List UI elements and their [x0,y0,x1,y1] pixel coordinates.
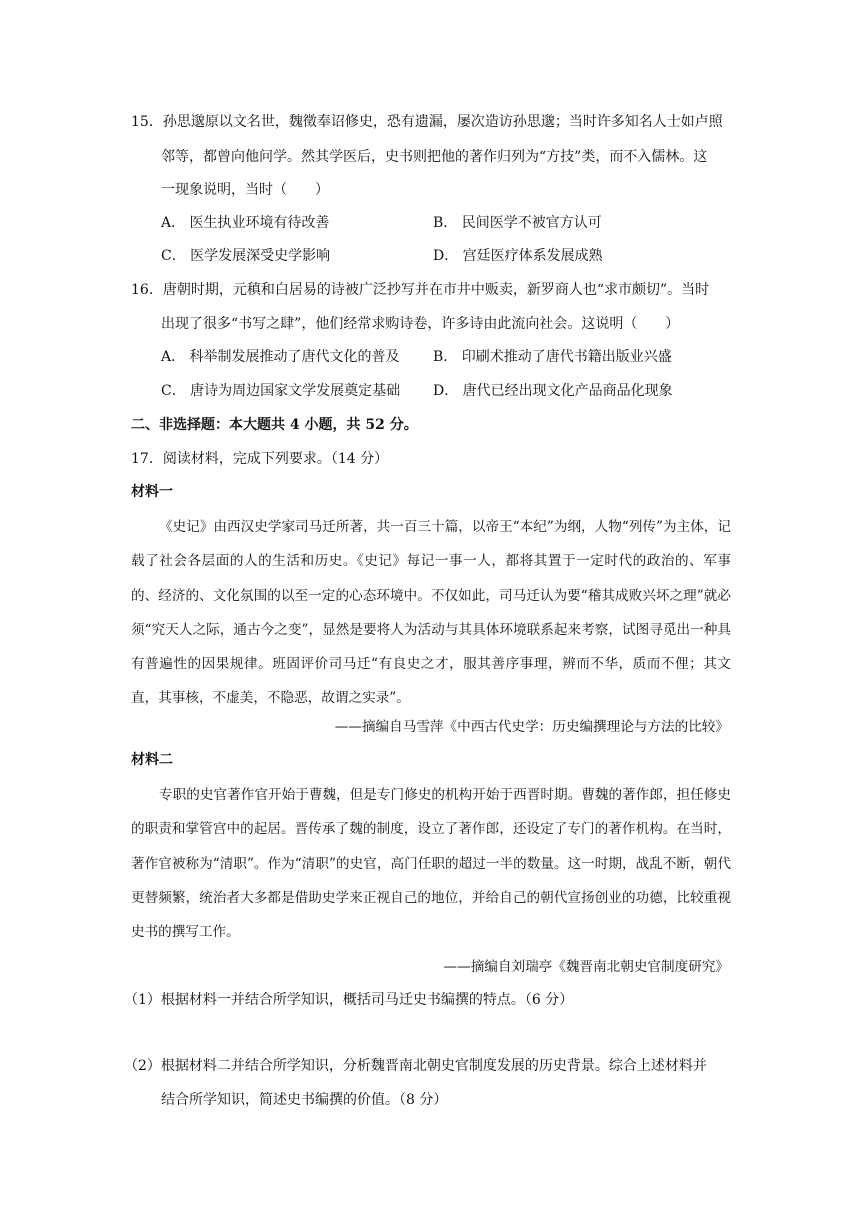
q16-option-a: A． 科举制发展推动了唐代文化的普及 [161,349,400,365]
q15-option-d: D． 宫廷医疗体系发展成熟 [433,248,603,264]
material2-source: ——摘编自刘瑞亭《魏晋南北朝史官制度研究》 [443,959,729,975]
material2-label: 材料二 [131,752,173,768]
q16-line2: 出现了很多“书写之肆”，他们经常求购诗卷，许多诗由此流向社会。这说明（ ） [161,316,680,332]
q15-line2: 邻等，都曾向他问学。然其学医后，史书则把他的著作归列为“方技”类，而不入儒林。这 [161,149,708,165]
q17-subquestion-1: （1）根据材料一并结合所学知识，概括司马迁史书编撰的特点。（6 分） [124,992,574,1008]
q15-line3: 一现象说明，当时（ ） [161,182,329,198]
q15-option-a: A． 医生执业环境有待改善 [161,215,330,231]
material1-source: ——摘编自马雪萍《中西古代史学：历史编撰理论与方法的比较》 [334,719,729,735]
material2-text: 专职的史官著作官开始于曹魏，但是专门修史的机构开始于西晋时期。曹魏的著作郎，担任修史的职责和掌管宫中的起居。晋传承了魏的制度，设立了著作郎，还设定了专门的著作机构。在当时，著作官被称为“清职”。作为“清职”的史官，高门任职的超过一半的数量。这一时期，战乱不断，朝代更替频繁，统治者大多都是借助史学来正视自己的地位，并给自己的朝代宣扬创业的功德，比较重视史书的撰写工作。 [131,787,731,941]
q15-option-c: C． 医学发展深受史学影响 [161,248,331,264]
q16-option-d: D． 唐代已经出现文化产品商品化现象 [433,383,673,399]
q16-option-c: C． 唐诗为周边国家文学发展奠定基础 [161,383,401,399]
material1-text: 《史记》由西汉史学家司马迁所著，共一百三十篇，以帝王“本纪”为纲，人物“列传”为主体，记载了社会各层面的人的生活和历史。《史记》每记一事一人，都将其置于一定时代的政治的、军事的、经济的、文化氛围的以至一定的心态环境中。不仅如此，司马迁认为要“稽其成败兴坏之理”就必须“究天人之际，通古今之变”，显然是要将人为活动与其具体环境联系起来考察，试图寻觅出一种具有普遍性的因果规律。班固评价司马迁“有良史之才，服其善序事理，辨而不华，质而不俚；其文直，其事核，不虚美，不隐恶，故谓之实录”。 [131,519,731,707]
q15-option-b: B． 民间医学不被官方认可 [433,215,602,231]
material1-label: 材料一 [131,484,173,500]
q17-subquestion-2-line2: 结合所学知识，简述史书编撰的价值。（8 分） [161,1092,448,1108]
q16-option-b: B． 印刷术推动了唐代书籍出版业兴盛 [433,349,672,365]
q17-subquestion-2-line1: （2）根据材料二并结合所学知识，分析魏晋南北朝史官制度发展的历史背景。综合上述材料并 [124,1058,707,1074]
q16-line1: 16．唐朝时期，元稹和白居易的诗被广泛抄写并在市井中贩卖，新罗商人也“求市颇切”。当时 [131,282,710,298]
section2-title: 二、非选择题：本大题共 4 小题，共 52 分。 [131,417,418,433]
q17-stem: 17．阅读材料，完成下列要求。（14 分） [131,451,389,467]
q15-line1: 15．孙思邈原以文名世，魏徵奉诏修史，恐有遗漏，屡次造访孙思邈；当时许多知名人士如卢照 [131,114,723,130]
